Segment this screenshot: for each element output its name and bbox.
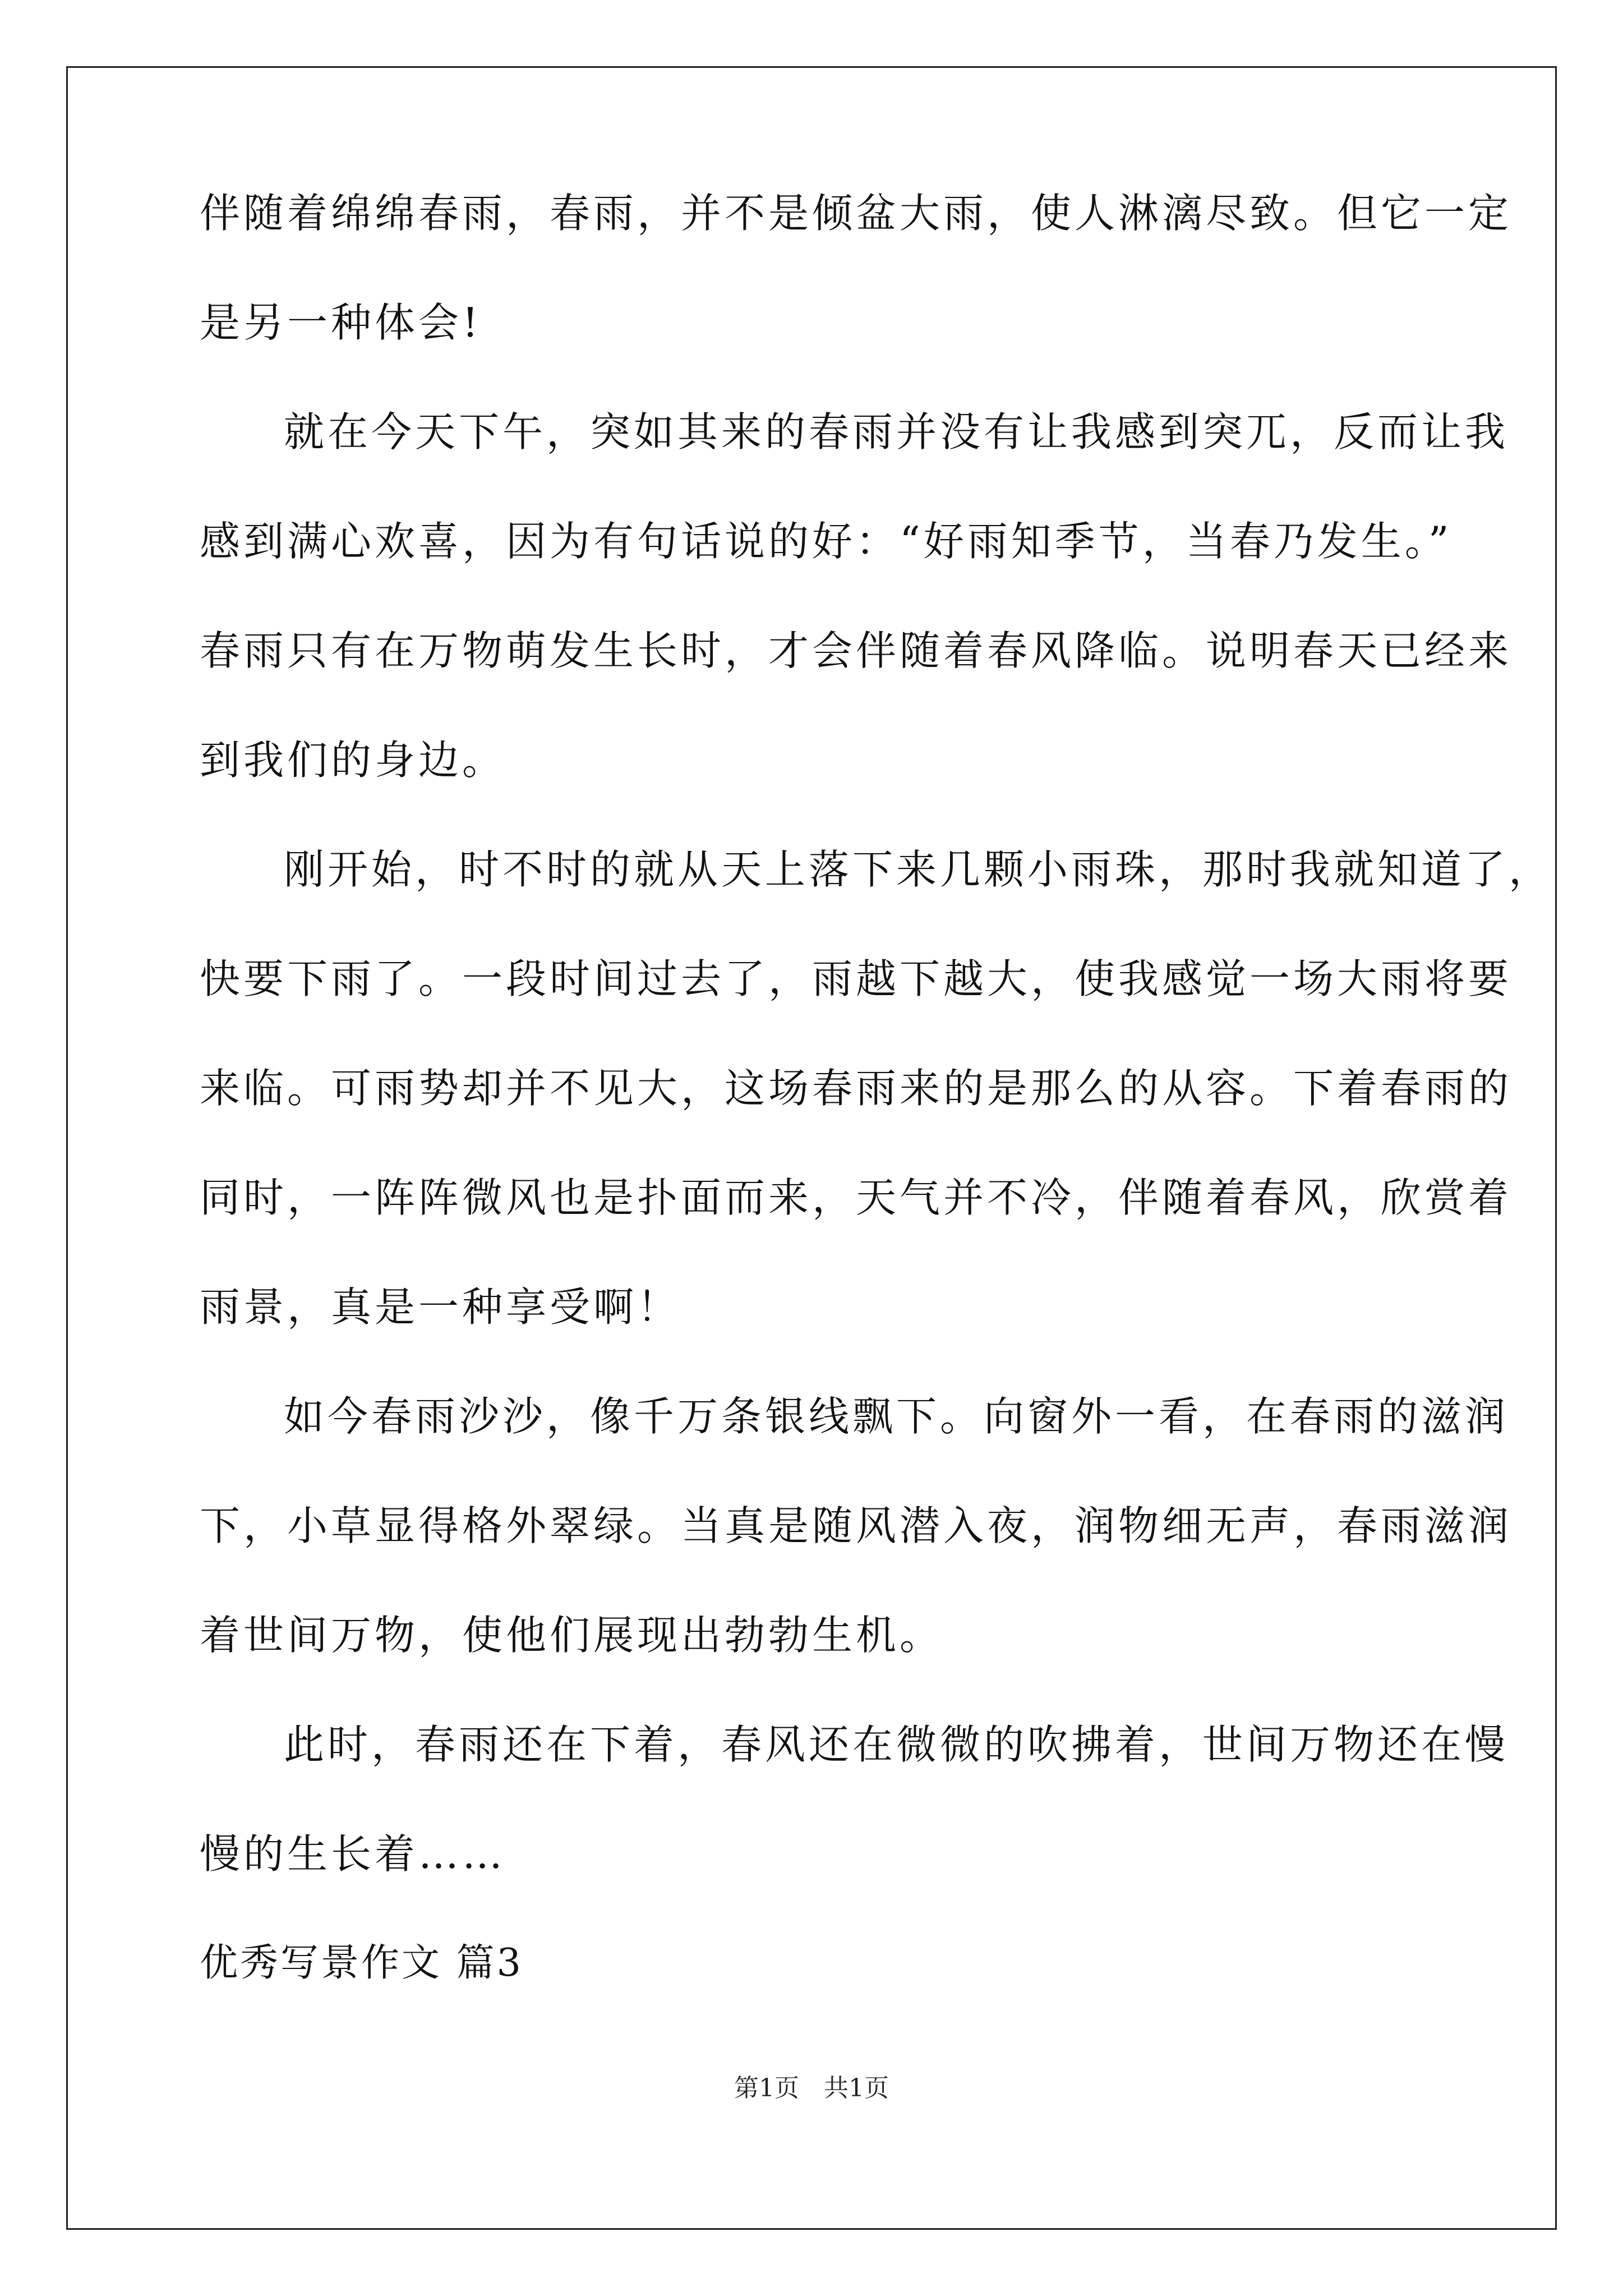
text-line: 是另一种体会! — [200, 299, 482, 346]
text-line: 快要下雨了。一段时间过去了，雨越下越大，使我感觉一场大雨将要 — [200, 955, 1513, 1002]
text-line: 下，小草显得格外翠绿。当真是随风潜入夜，润物细无声，春雨滋润 — [200, 1502, 1513, 1549]
text-line: 到我们的身边。 — [200, 737, 506, 784]
text-line: 着世间万物，使他们展现出勃勃生机。 — [200, 1612, 944, 1659]
text-line: 慢的生长着…… — [200, 1830, 506, 1878]
page-footer: 第1页 共1页 — [734, 2074, 889, 2102]
section-heading: 优秀写景作文 篇3 — [200, 1941, 523, 1985]
paragraph-start-line: 此时，春雨还在下着，春风还在微微的吹拂着，世间万物还在慢 — [284, 1721, 1509, 1768]
paragraph-start-line: 如今春雨沙沙，像千万条银线飘下。向窗外一看，在春雨的滋润 — [284, 1393, 1509, 1440]
text-line: 同时，一阵阵微风也是扑面而来，天气并不冷，伴随着春风，欣赏着 — [200, 1174, 1513, 1221]
text-line: 伴随着绵绵春雨，春雨，并不是倾盆大雨，使人淋漓尽致。但它一定 — [200, 190, 1513, 237]
text-line: 感到满心欢喜，因为有句话说的好：“好雨知季节，当春乃发生。” — [200, 518, 1453, 565]
text-line: 雨景，真是一种享受啊！ — [200, 1283, 681, 1331]
paragraph-start-line: 就在今天下午，突如其来的春雨并没有让我感到突兀，反而让我 — [284, 408, 1509, 455]
document-body — [200, 185, 1553, 1991]
paragraph-start-line: 刚开始，时不时的就从天上落下来几颗小雨珠，那时我就知道了， — [284, 846, 1553, 893]
text-line: 春雨只有在万物萌发生长时，才会伴随着春风降临。说明春天已经来 — [200, 627, 1513, 674]
text-line: 来临。可雨势却并不见大，这场春雨来的是那么的从容。下着春雨的 — [200, 1065, 1513, 1112]
